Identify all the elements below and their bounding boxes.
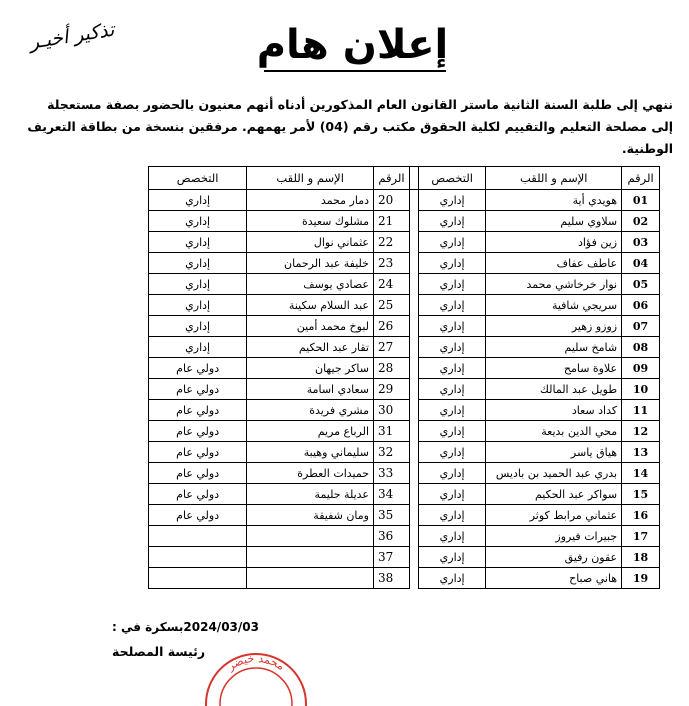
student-specialty: دولي عام <box>149 379 247 400</box>
table-header-row <box>149 167 660 190</box>
student-number: 31 <box>374 421 410 442</box>
column-separator <box>409 167 418 190</box>
column-separator <box>409 295 418 316</box>
student-specialty: إداري <box>418 547 485 568</box>
student-specialty: دولي عام <box>149 442 247 463</box>
student-specialty: دولي عام <box>149 421 247 442</box>
student-name: ساكر جيهان <box>247 358 374 379</box>
column-separator <box>409 274 418 295</box>
title-underline <box>264 70 446 72</box>
student-name <box>247 547 374 568</box>
student-number: 11 <box>622 400 660 421</box>
student-number: 34 <box>374 484 410 505</box>
student-name: هويدي أية <box>486 190 622 211</box>
date-value: 2024/03/03 <box>183 620 259 634</box>
student-number: 32 <box>374 442 410 463</box>
student-number: 21 <box>374 211 410 232</box>
table-row <box>149 568 660 589</box>
student-name: بدري عبد الحميد بن باديس <box>486 463 622 484</box>
column-separator <box>409 526 418 547</box>
student-name: شامخ سليم <box>486 337 622 358</box>
student-number: 23 <box>374 253 410 274</box>
student-number: 09 <box>622 358 660 379</box>
student-name: هاني صباح <box>486 568 622 589</box>
student-number: 19 <box>622 568 660 589</box>
table-row <box>149 526 660 547</box>
student-number: 29 <box>374 379 410 400</box>
student-number: 08 <box>622 337 660 358</box>
table-row <box>149 295 660 316</box>
table-row <box>149 316 660 337</box>
student-specialty: إداري <box>418 463 485 484</box>
header-name: الإسم و اللقب <box>247 167 374 190</box>
student-number: 22 <box>374 232 410 253</box>
student-name: نوار خرخاشي محمد <box>486 274 622 295</box>
stamp-inner-ring <box>220 668 292 706</box>
column-separator <box>409 316 418 337</box>
date-line <box>112 620 259 634</box>
student-name: محي الدين بديعة <box>486 421 622 442</box>
table-row <box>149 358 660 379</box>
student-name <box>247 526 374 547</box>
student-name: طويل عبد المالك <box>486 379 622 400</box>
intro-line-1: ننهي إلى طلبة السنة الثانية ماستر القانون العام المذكورين أدناه أنهم معنيون بالحضور بصفة مستعجلة <box>47 97 673 112</box>
student-number: 03 <box>622 232 660 253</box>
column-separator <box>409 505 418 526</box>
student-number: 06 <box>622 295 660 316</box>
student-name: جبيرات فيروز <box>486 526 622 547</box>
student-number: 18 <box>622 547 660 568</box>
student-number: 24 <box>374 274 410 295</box>
student-number: 07 <box>622 316 660 337</box>
header-name: الإسم و اللقب <box>486 167 622 190</box>
student-number: 15 <box>622 484 660 505</box>
table-row <box>149 484 660 505</box>
reminder-note: تذكير أخيـر <box>28 18 116 54</box>
student-specialty: إداري <box>418 211 485 232</box>
student-number: 05 <box>622 274 660 295</box>
header-number: الرقم <box>622 167 660 190</box>
student-name: زين فؤاد <box>486 232 622 253</box>
student-number: 37 <box>374 547 410 568</box>
student-specialty: إداري <box>418 232 485 253</box>
table-row <box>149 232 660 253</box>
student-name: عصادي يوسف <box>247 274 374 295</box>
header-specialty: التخصص <box>418 167 485 190</box>
student-name: هياق ياسر <box>486 442 622 463</box>
student-name: تقار عبد الحكيم <box>247 337 374 358</box>
student-number: 01 <box>622 190 660 211</box>
table-row <box>149 253 660 274</box>
student-number: 02 <box>622 211 660 232</box>
student-specialty: دولي عام <box>149 463 247 484</box>
student-name: كداد سعاد <box>486 400 622 421</box>
student-specialty: إداري <box>418 316 485 337</box>
student-number: 17 <box>622 526 660 547</box>
table-body <box>149 190 660 589</box>
student-name: ومان شفيقة <box>247 505 374 526</box>
official-stamp <box>196 646 316 706</box>
student-specialty: إداري <box>149 211 247 232</box>
table-row <box>149 442 660 463</box>
page-title: إعلان هام <box>256 22 449 68</box>
student-specialty: إداري <box>418 190 485 211</box>
column-separator <box>409 379 418 400</box>
student-name: حميدات العطرة <box>247 463 374 484</box>
student-name: سواكر عبد الحكيم <box>486 484 622 505</box>
student-specialty: إداري <box>418 253 485 274</box>
student-name <box>247 568 374 589</box>
student-number: 10 <box>622 379 660 400</box>
student-number: 26 <box>374 316 410 337</box>
student-specialty: إداري <box>418 442 485 463</box>
student-specialty: إداري <box>149 337 247 358</box>
student-name: عثماني نوال <box>247 232 374 253</box>
student-name: عديلة حليمة <box>247 484 374 505</box>
date-label: بسكرة في : <box>112 620 184 634</box>
student-specialty: إداري <box>418 421 485 442</box>
student-name: دمار محمد <box>247 190 374 211</box>
student-name: عقون رفيق <box>486 547 622 568</box>
student-name: مشري فريدة <box>247 400 374 421</box>
student-number: 27 <box>374 337 410 358</box>
table-row <box>149 337 660 358</box>
student-specialty <box>149 547 247 568</box>
header-number: الرقم <box>374 167 410 190</box>
header-specialty: التخصص <box>149 167 247 190</box>
student-number: 30 <box>374 400 410 421</box>
student-specialty: دولي عام <box>149 400 247 421</box>
column-separator <box>409 463 418 484</box>
student-specialty: إداري <box>418 505 485 526</box>
table-row <box>149 400 660 421</box>
column-separator <box>409 547 418 568</box>
student-specialty: إداري <box>149 316 247 337</box>
student-specialty: إداري <box>149 232 247 253</box>
column-separator <box>409 442 418 463</box>
student-number: 04 <box>622 253 660 274</box>
column-separator <box>409 211 418 232</box>
student-name: سريجي شافية <box>486 295 622 316</box>
column-separator <box>409 337 418 358</box>
student-specialty: إداري <box>418 295 485 316</box>
student-name: سلاوي سليم <box>486 211 622 232</box>
column-separator <box>409 253 418 274</box>
student-specialty: إداري <box>418 568 485 589</box>
student-name: لبوخ محمد أمين <box>247 316 374 337</box>
student-number: 33 <box>374 463 410 484</box>
student-specialty: دولي عام <box>149 484 247 505</box>
column-separator <box>409 421 418 442</box>
student-number: 12 <box>622 421 660 442</box>
student-specialty <box>149 568 247 589</box>
student-number: 35 <box>374 505 410 526</box>
student-name: مشلوك سعيدة <box>247 211 374 232</box>
student-name: الرباع مريم <box>247 421 374 442</box>
student-specialty: إداري <box>149 190 247 211</box>
student-name: سعادي اسامة <box>247 379 374 400</box>
student-specialty: إداري <box>418 379 485 400</box>
stamp-text: محمد خيضر <box>225 651 287 673</box>
student-name: علاوة سامح <box>486 358 622 379</box>
student-specialty: دولي عام <box>149 358 247 379</box>
table-row <box>149 190 660 211</box>
student-specialty: دولي عام <box>149 505 247 526</box>
signatory-title: رئيسة المصلحة <box>112 644 206 659</box>
student-name: عاطف عفاف <box>486 253 622 274</box>
table-row <box>149 211 660 232</box>
student-name: عبد السلام سكينة <box>247 295 374 316</box>
column-separator <box>409 232 418 253</box>
table-row <box>149 421 660 442</box>
student-specialty: إداري <box>418 337 485 358</box>
student-number: 14 <box>622 463 660 484</box>
student-number: 16 <box>622 505 660 526</box>
column-separator <box>409 484 418 505</box>
student-specialty: إداري <box>418 526 485 547</box>
student-specialty: إداري <box>149 274 247 295</box>
student-specialty: إداري <box>418 484 485 505</box>
table-row <box>149 463 660 484</box>
column-separator <box>409 190 418 211</box>
student-specialty: إداري <box>149 253 247 274</box>
student-number: 13 <box>622 442 660 463</box>
intro-paragraph <box>13 94 673 160</box>
column-separator <box>409 568 418 589</box>
student-name: سليماني وهيبة <box>247 442 374 463</box>
student-number: 36 <box>374 526 410 547</box>
student-number: 20 <box>374 190 410 211</box>
student-name: زوزو زهير <box>486 316 622 337</box>
student-specialty <box>149 526 247 547</box>
table-row <box>149 274 660 295</box>
column-separator <box>409 400 418 421</box>
table-row <box>149 505 660 526</box>
student-name: خليفة عبد الرحمان <box>247 253 374 274</box>
student-specialty: إداري <box>149 295 247 316</box>
student-specialty: إداري <box>418 358 485 379</box>
table-row <box>149 547 660 568</box>
student-number: 25 <box>374 295 410 316</box>
intro-line-2: إلى مصلحة التعليم والتقييم لكلية الحقوق مكتب رقم (04) لأمر يهمهم. مرفقين بنسخة من بطاقة التعريف الوطنية. <box>27 119 673 156</box>
student-number: 28 <box>374 358 410 379</box>
student-name: عثماني مرابط كوثر <box>486 505 622 526</box>
student-specialty: إداري <box>418 274 485 295</box>
table-row <box>149 379 660 400</box>
column-separator <box>409 358 418 379</box>
student-table <box>148 166 660 589</box>
student-specialty: إداري <box>418 400 485 421</box>
student-number: 38 <box>374 568 410 589</box>
